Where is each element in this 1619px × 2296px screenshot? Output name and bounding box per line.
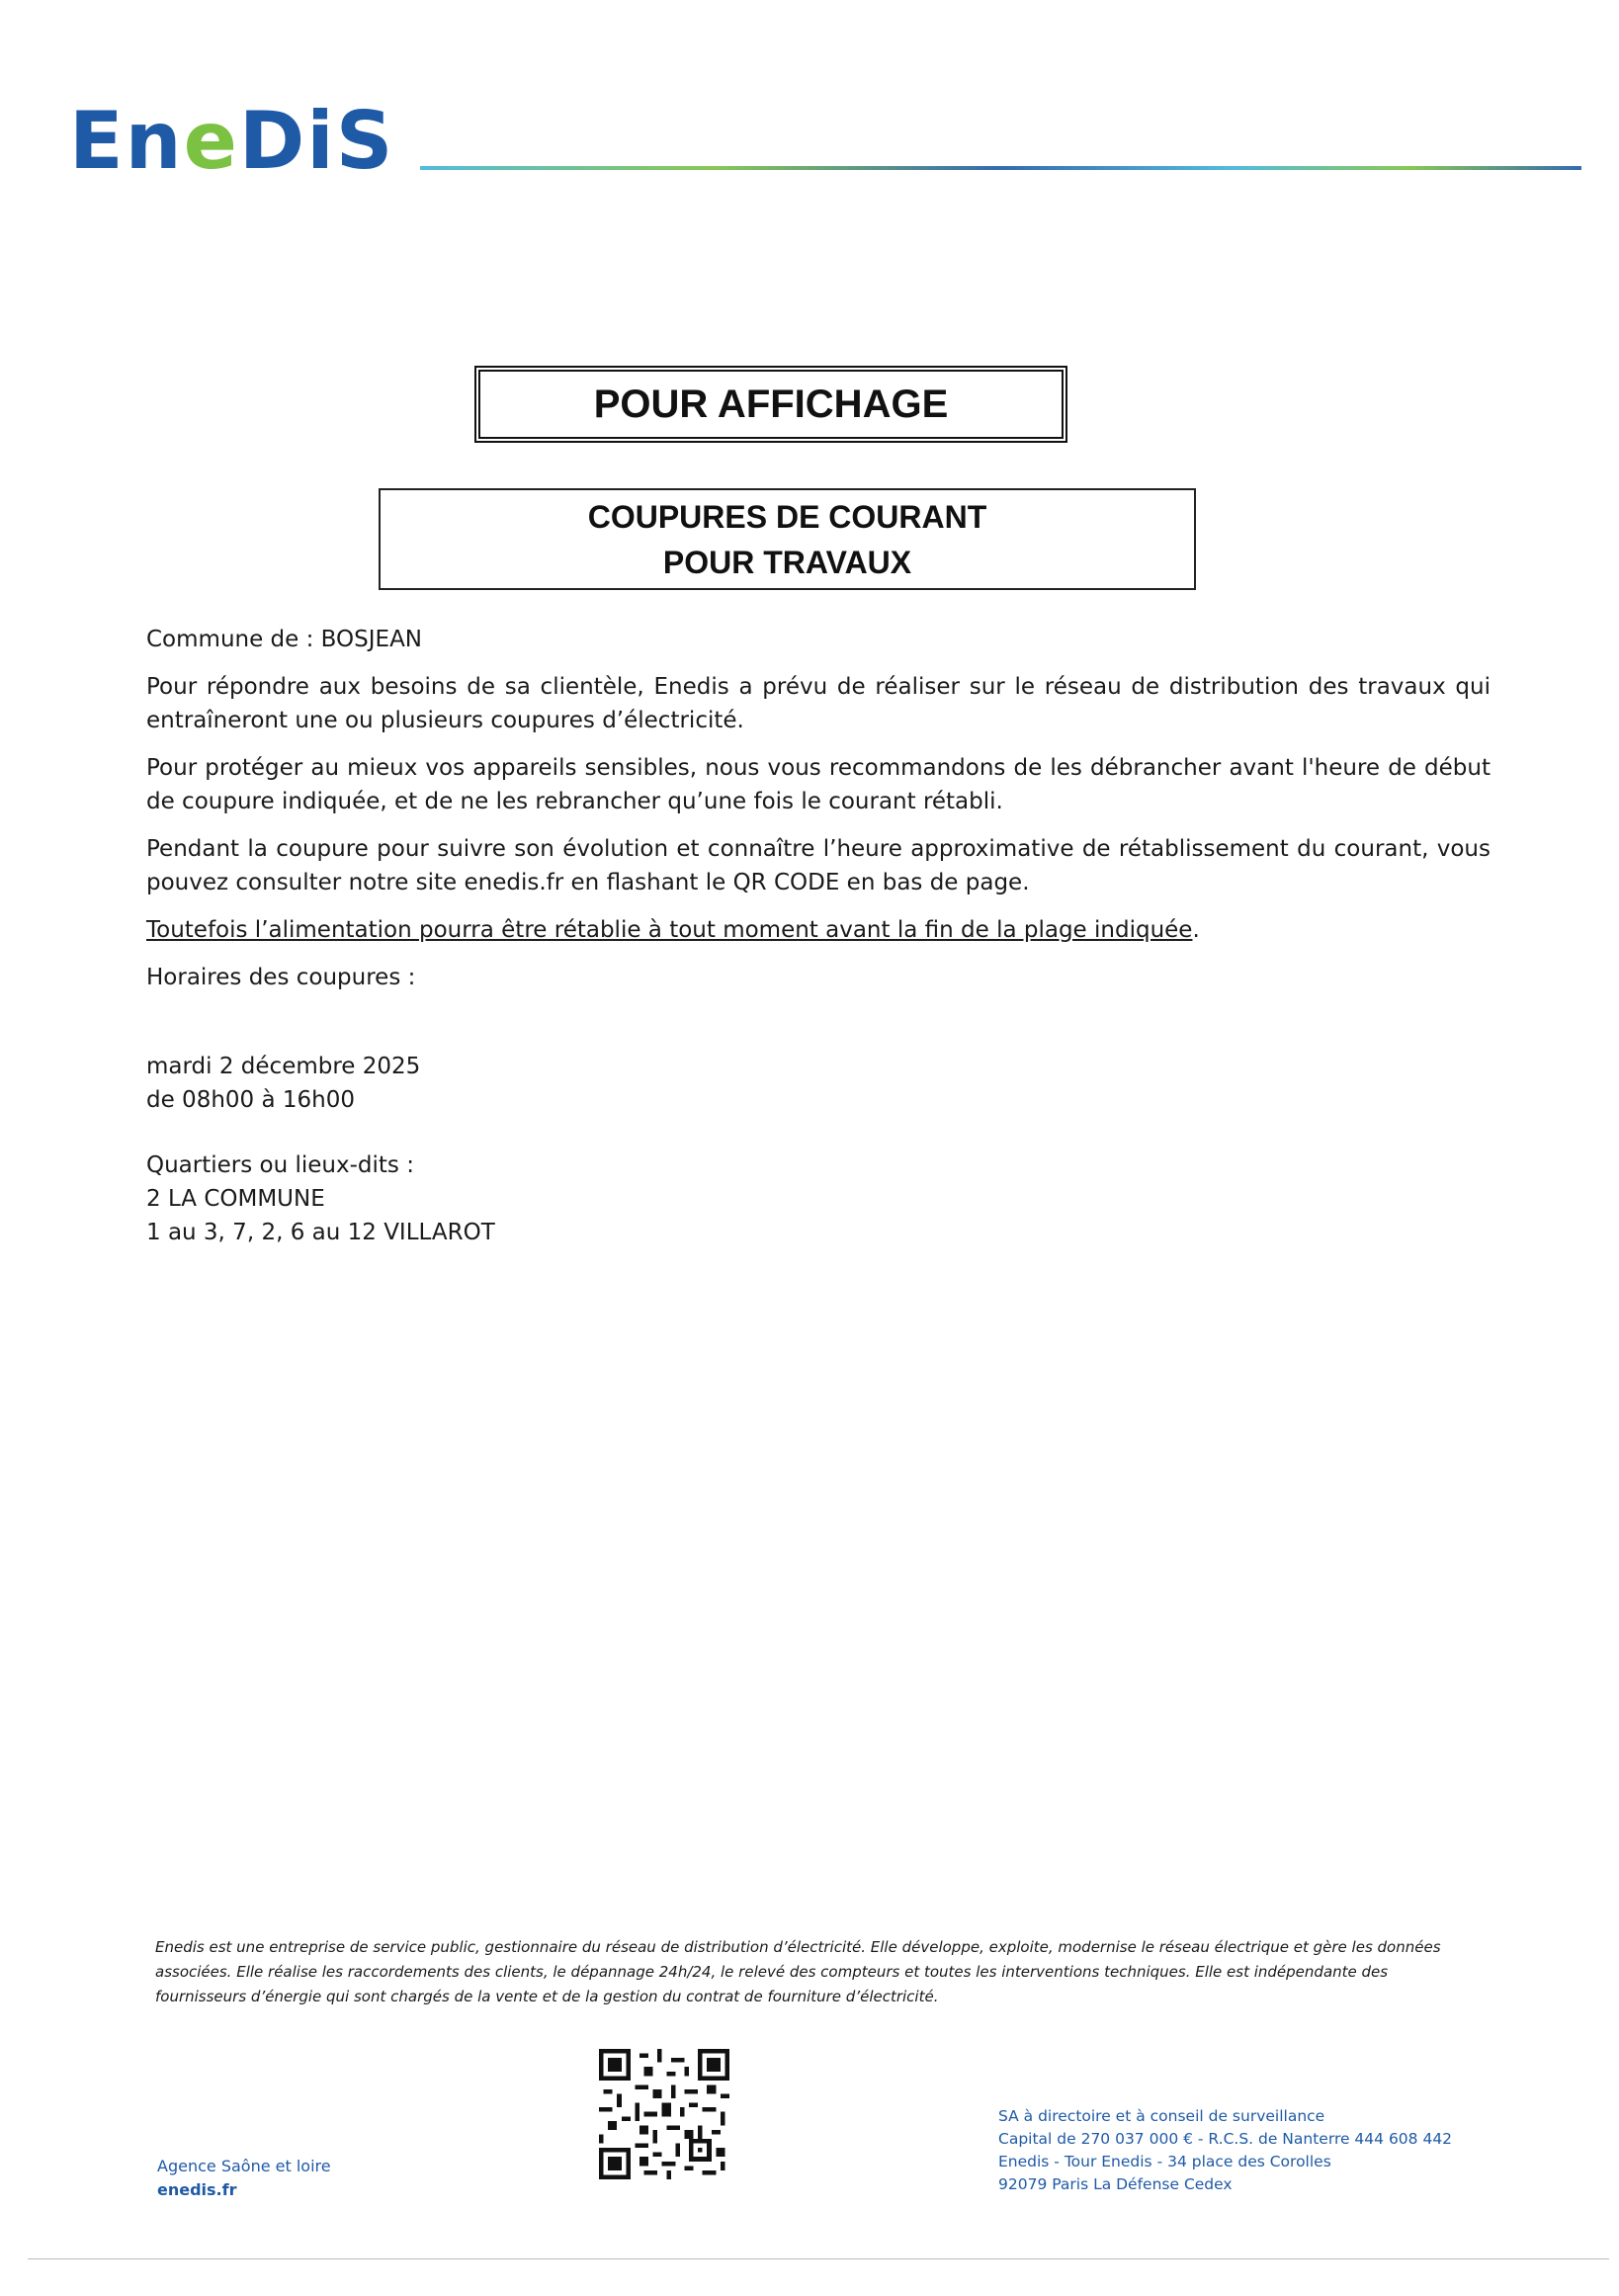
website-link[interactable]: enedis.fr (157, 2180, 237, 2199)
legal-notice: Enedis est une entreprise de service public, gestionnaire du réseau de distribution d’électricité. Elle développe, exploite, modernise le réseau électrique et gère les données associées. Elle réalise les raccordements des clients, le dépannage 24h/24, le relevé des compteurs et toutes les interventions techniques. Elle est indépendante des fournisseurs d’énergie qui sont chargés de la vente et de la gestion du contrat de fourniture d’électricité. (155, 1938, 1441, 2005)
notice-underlined: Toutefois l’alimentation pourra être rétablie à tout moment avant la fin de la plage indiquée (146, 917, 1193, 943)
bottom-divider (28, 2258, 1609, 2259)
agency-block (157, 2155, 331, 2202)
affichage-title: POUR AFFICHAGE (593, 382, 949, 426)
horaires-label: Horaires des coupures : (146, 965, 416, 990)
paragraph-besoins: Pour répondre aux besoins de sa clientèle, Enedis a prévu de réaliser sur le réseau de distribution des travaux qui entraîneront une ou plusieurs coupures d’électricité. (146, 674, 1491, 733)
coupures-title-line1: COUPURES DE COURANT (587, 498, 987, 535)
svg-text:EneDiS: EneDiS (69, 99, 395, 178)
paragraph-appareils: Pour protéger au mieux vos appareils sensibles, nous vous recommandons de les débrancher avant l'heure de début de coupure indiquée, et de ne les rebrancher qu’une fois le courant rétabli. (146, 755, 1491, 814)
quartiers-label: Quartiers ou lieux-dits : (146, 1152, 414, 1178)
notice-period: . (1192, 917, 1200, 943)
company-line: 92079 Paris La Défense Cedex (998, 2175, 1233, 2193)
header-divider (420, 166, 1581, 170)
quartier-item: 1 au 3, 7, 2, 6 au 12 VILLAROT (146, 1220, 495, 1245)
outage-date: mardi 2 décembre 2025 (146, 1054, 421, 1079)
company-info (998, 2105, 1452, 2196)
affichage-box (474, 366, 1067, 443)
company-line: Capital de 270 037 000 € - R.C.S. de Nanterre 444 608 442 (998, 2130, 1453, 2148)
paragraph-evolution: Pendant la coupure pour suivre son évolution et connaître l’heure approximative de rétablissement du courant, vous pouvez consulter notre site enedis.fr en flashant le QR CODE en bas de page. (146, 836, 1491, 895)
notice-line (146, 913, 1491, 947)
outage-time: de 08h00 à 16h00 (146, 1087, 355, 1113)
agency-name: Agence Saône et loire (157, 2157, 331, 2175)
commune-line: Commune de : BOSJEAN (146, 627, 423, 652)
coupures-title-line2: POUR TRAVAUX (662, 544, 912, 580)
company-line: Enedis - Tour Enedis - 34 place des Corolles (998, 2153, 1331, 2170)
quartier-item: 2 LA COMMUNE (146, 1186, 325, 1212)
qr-code[interactable] (599, 2049, 729, 2179)
coupures-box (379, 488, 1196, 590)
enedis-logo (69, 99, 415, 178)
company-line: SA à directoire et à conseil de surveillance (998, 2107, 1325, 2125)
notice-content (146, 623, 1491, 1249)
